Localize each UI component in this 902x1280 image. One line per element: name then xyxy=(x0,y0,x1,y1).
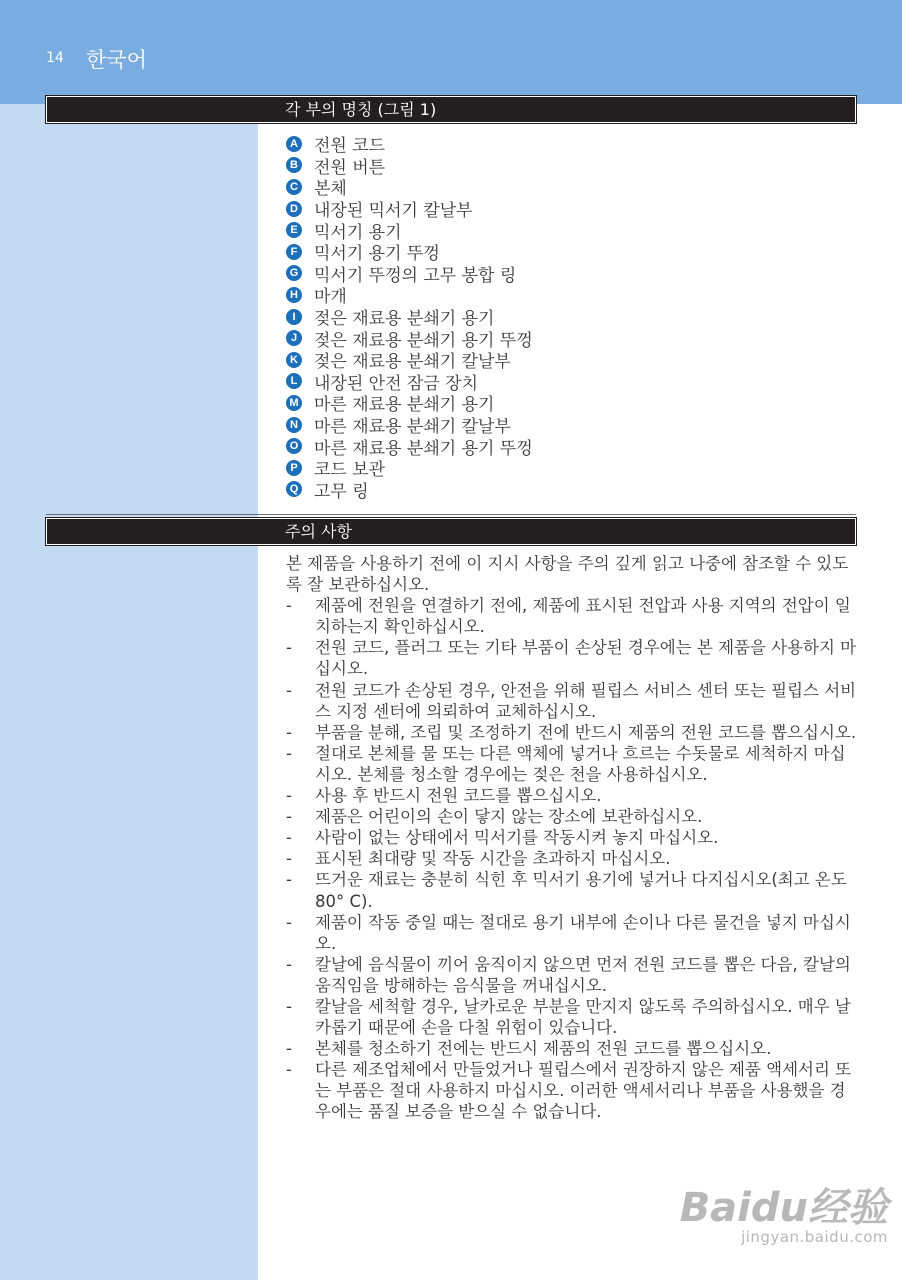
part-item xyxy=(286,435,533,457)
part-label: 내장된 믹서기 칼날부 xyxy=(314,201,473,222)
caution-text: 제품은 어린이의 손이 닿지 않는 장소에 보관하십시오. xyxy=(315,807,703,827)
part-item xyxy=(286,198,533,220)
part-label: 믹서기 용기 xyxy=(314,222,402,243)
caution-text: 다른 제조업체에서 만들었거나 필립스에서 권장하지 않은 제품 액세서리 또는 부품은 절대 사용하지 마십시오. 이러한 액세서리나 부품을 사용했을 경우에는 품질 보증을 받으실 수 없습니다. xyxy=(315,1060,852,1122)
parts-list xyxy=(286,133,533,500)
caution-item xyxy=(286,912,861,954)
caution-item xyxy=(286,1059,861,1122)
part-letter-badge: F xyxy=(286,244,302,260)
caution-item xyxy=(286,595,861,637)
bullet-dash: - xyxy=(286,807,292,827)
caution-item xyxy=(286,806,861,827)
watermark-url: jingyan.baidu.com xyxy=(741,1228,888,1246)
caution-item xyxy=(286,680,861,722)
part-label: 마른 재료용 분쇄기 칼날부 xyxy=(314,417,511,438)
part-label: 내장된 안전 잠금 장치 xyxy=(314,373,479,394)
part-item xyxy=(286,349,533,371)
part-label: 마개 xyxy=(314,287,347,308)
part-item xyxy=(286,457,533,479)
bullet-dash: - xyxy=(286,954,292,974)
caution-item xyxy=(286,996,861,1038)
caution-item xyxy=(286,869,861,911)
caution-text: 부품을 분해, 조립 및 조정하기 전에 반드시 제품의 전원 코드를 뽑으십시오. xyxy=(315,722,857,742)
caution-item xyxy=(286,827,861,848)
caution-text: 칼날을 세척할 경우, 날카로운 부분을 만지지 않도록 주의하십시오. 매우 날카롭기 때문에 손을 다칠 위험이 있습니다. xyxy=(315,996,851,1038)
part-item xyxy=(286,263,533,285)
caution-section-bar xyxy=(46,518,856,545)
caution-intro: 본 제품을 사용하기 전에 이 지시 사항을 주의 깊게 읽고 나중에 참조할 수 있도록 잘 보관하십시오. xyxy=(286,554,849,595)
part-letter-badge: B xyxy=(286,157,302,173)
part-item xyxy=(286,414,533,436)
bullet-dash: - xyxy=(286,828,292,848)
bullet-dash: - xyxy=(286,596,292,616)
part-letter-badge: Q xyxy=(286,481,302,497)
caution-text: 절대로 본체를 물 또는 다른 액체에 넣거나 흐르는 수돗물로 세척하지 마십시오. 본체를 청소할 경우에는 젖은 천을 사용하십시오. xyxy=(315,743,846,784)
watermark-logo: Baidu经验 xyxy=(679,1185,888,1231)
part-label: 마른 재료용 분쇄기 용기 뚜껑 xyxy=(314,438,533,459)
part-label: 젖은 재료용 분쇄기 용기 뚜껑 xyxy=(314,330,533,351)
part-letter-badge: L xyxy=(286,373,302,389)
part-item xyxy=(286,219,533,241)
part-item xyxy=(286,479,533,501)
bullet-dash: - xyxy=(286,743,292,763)
caution-text: 뜨거운 재료는 충분히 식힌 후 믹서기 용기에 넣거나 다지십시오(최고 온도 80° C). xyxy=(315,870,847,911)
part-item xyxy=(286,176,533,198)
bullet-dash: - xyxy=(286,786,292,806)
part-label: 전원 코드 xyxy=(314,136,386,157)
bullet-dash: - xyxy=(286,912,292,932)
part-letter-badge: N xyxy=(286,417,302,433)
language-label: 한국어 xyxy=(86,48,147,72)
parts-section-title: 각 부의 명칭 (그림 1) xyxy=(285,100,437,119)
caution-item xyxy=(286,848,861,869)
left-margin-band xyxy=(0,104,258,1280)
part-label: 젖은 재료용 분쇄기 용기 xyxy=(314,309,495,330)
part-letter-badge: J xyxy=(286,330,302,346)
caution-text: 본체를 청소하기 전에는 반드시 제품의 전원 코드를 뽑으십시오. xyxy=(315,1039,772,1059)
part-letter-badge: P xyxy=(286,460,302,476)
caution-text: 표시된 최대량 및 작동 시간을 초과하지 마십시오. xyxy=(315,849,671,869)
part-letter-badge: A xyxy=(286,136,302,152)
parts-section-bar xyxy=(46,96,856,123)
part-letter-badge: M xyxy=(286,395,302,411)
caution-text: 칼날에 음식물이 끼어 움직이지 않으면 먼저 전원 코드를 뽑은 다음, 칼날의 움직임을 방해하는 음식물을 꺼내십시오. xyxy=(315,954,851,995)
part-letter-badge: G xyxy=(286,265,302,281)
bullet-dash: - xyxy=(286,680,292,700)
caution-text: 전원 코드, 플러그 또는 기타 부품이 손상된 경우에는 본 제품을 사용하지 마십시오. xyxy=(315,638,857,679)
caution-text: 사람이 없는 상태에서 믹서기를 작동시켜 놓지 마십시오. xyxy=(315,828,719,848)
bullet-dash: - xyxy=(286,1039,292,1059)
caution-item xyxy=(286,743,861,785)
watermark xyxy=(679,1185,888,1246)
part-letter-badge: O xyxy=(286,438,302,454)
bullet-dash: - xyxy=(286,638,292,658)
caution-body xyxy=(286,553,861,1123)
part-label: 마른 재료용 분쇄기 용기 xyxy=(314,395,495,416)
part-item xyxy=(286,306,533,328)
caution-text: 전원 코드가 손상된 경우, 안전을 위해 필립스 서비스 센터 또는 필립스 서비스 지정 센터에 의뢰하여 교체하십시오. xyxy=(315,680,857,721)
caution-item xyxy=(286,954,861,996)
bullet-dash: - xyxy=(286,870,292,890)
part-label: 믹서기 용기 뚜껑 xyxy=(314,244,440,265)
caution-item xyxy=(286,1038,861,1059)
caution-item xyxy=(286,785,861,806)
part-letter-badge: I xyxy=(286,309,302,325)
part-item xyxy=(286,241,533,263)
section-divider xyxy=(46,514,856,515)
page-number: 14 xyxy=(46,50,64,66)
part-label: 본체 xyxy=(314,179,347,200)
part-label: 젖은 재료용 분쇄기 칼날부 xyxy=(314,352,511,373)
part-letter-badge: E xyxy=(286,222,302,238)
caution-text: 사용 후 반드시 전원 코드를 뽑으십시오. xyxy=(315,786,602,806)
part-item xyxy=(286,392,533,414)
bullet-dash: - xyxy=(286,849,292,869)
part-letter-badge: C xyxy=(286,179,302,195)
bullet-dash: - xyxy=(286,1060,292,1080)
caution-item xyxy=(286,637,861,679)
caution-text: 제품이 작동 중일 때는 절대로 용기 내부에 손이나 다른 물건을 넣지 마십시오. xyxy=(315,912,851,953)
bullet-dash: - xyxy=(286,722,292,742)
caution-text: 제품에 전원을 연결하기 전에, 제품에 표시된 전압과 사용 지역의 전압이 일치하는지 확인하십시오. xyxy=(315,596,851,637)
part-label: 고무 링 xyxy=(314,481,369,502)
part-letter-badge: D xyxy=(286,201,302,217)
part-letter-badge: H xyxy=(286,287,302,303)
part-item xyxy=(286,284,533,306)
caution-item xyxy=(286,722,861,743)
part-item xyxy=(286,155,533,177)
caution-list xyxy=(286,595,861,1122)
part-label: 믹서기 뚜껑의 고무 봉합 링 xyxy=(314,265,517,286)
part-letter-badge: K xyxy=(286,352,302,368)
caution-section-title: 주의 사항 xyxy=(285,522,352,541)
bullet-dash: - xyxy=(286,996,292,1016)
part-item xyxy=(286,371,533,393)
part-item xyxy=(286,133,533,155)
part-label: 전원 버튼 xyxy=(314,157,386,178)
part-item xyxy=(286,327,533,349)
part-label: 코드 보관 xyxy=(314,460,386,481)
